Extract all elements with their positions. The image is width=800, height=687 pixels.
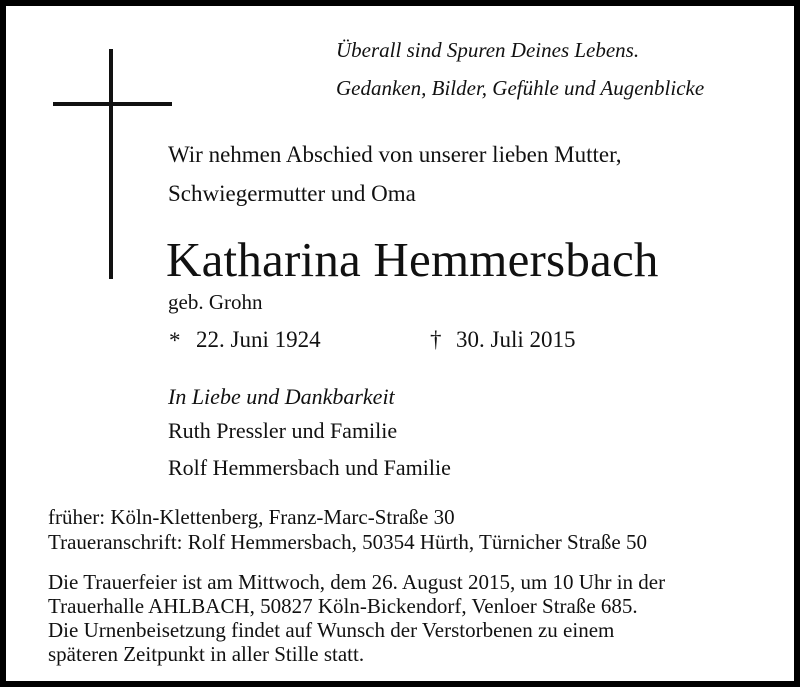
death-symbol: † [430, 327, 442, 352]
ceremony-line-2: Trauerhalle AHLBACH, 50827 Köln-Bickendorf, Venloer Straße 685. [48, 594, 638, 618]
death-date: 30. Juli 2015 [456, 327, 576, 352]
cross-icon-bar [53, 102, 172, 106]
mourners-heading: In Liebe und Dankbarkeit [168, 384, 395, 409]
birth-date: 22. Juni 1924 [196, 327, 321, 352]
motto-line-1: Überall sind Spuren Deines Lebens. [336, 38, 640, 62]
intro-line-2: Schwiegermutter und Oma [168, 181, 416, 206]
ceremony-line-4: späteren Zeitpunkt in aller Stille statt. [48, 642, 365, 666]
intro-line-1: Wir nehmen Abschied von unserer lieben Mutter, [168, 142, 622, 167]
mourner-line-2: Rolf Hemmersbach und Familie [168, 455, 451, 480]
mourner-line-1: Ruth Pressler und Familie [168, 418, 398, 443]
deceased-name: Katharina Hemmersbach [166, 232, 659, 287]
former-address: früher: Köln-Klettenberg, Franz-Marc-Straße 30 [48, 505, 455, 529]
cross-icon [109, 49, 113, 279]
motto-line-2: Gedanken, Bilder, Gefühle und Augenblicke [336, 76, 705, 100]
ceremony-line-1: Die Trauerfeier ist am Mittwoch, dem 26. August 2015, um 10 Uhr in der [48, 570, 666, 594]
ceremony-line-3: Die Urnenbeisetzung findet auf Wunsch der Verstorbenen zu einem [48, 618, 615, 642]
maiden-name: geb. Grohn [168, 290, 263, 314]
birth-symbol: * [169, 328, 181, 353]
mourning-address: Traueranschrift: Rolf Hemmersbach, 50354 Hürth, Türnicher Straße 50 [48, 530, 647, 554]
